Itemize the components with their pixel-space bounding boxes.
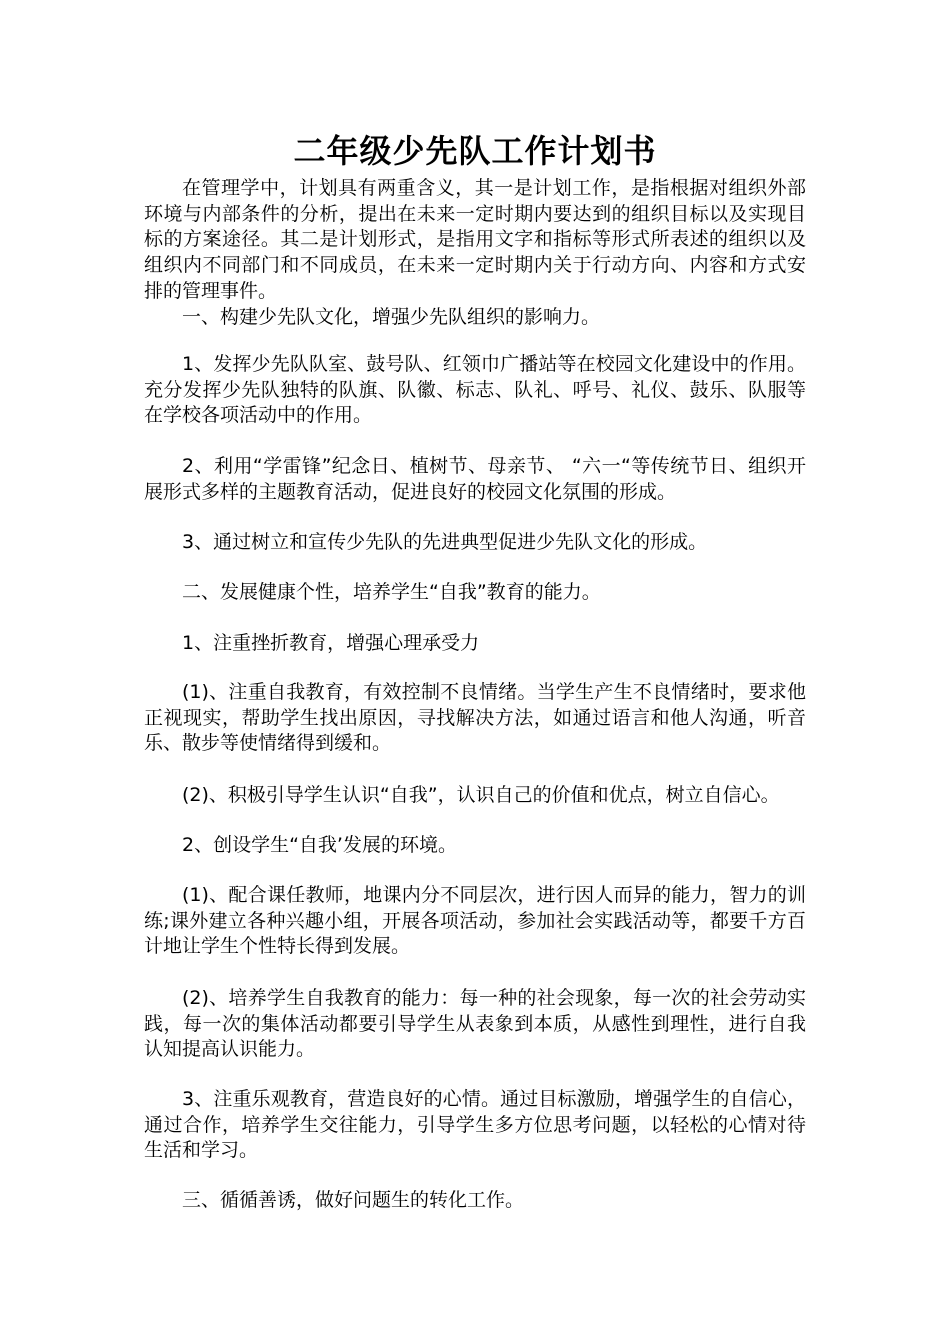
paragraph-1-2: 2、利用“学雷锋”纪念日、植树节、母亲节、 “六一“等传统节日、组织开展形式多样的主题教育活动，促进良好的校园文化氛围的形成。 xyxy=(144,455,806,503)
paragraph-2-2-2: (2)、培养学生自我教育的能力：每一种的社会现象，每一次的社会劳动实践，每一次的集体活动都要引导学生从表象到本质，从感性到理性，进行自我认知提高认识能力。 xyxy=(144,987,806,1061)
paragraph-2-1: 1、注重挫折教育，增强心理承受力 xyxy=(182,632,480,654)
section-heading-1: 一、构建少先队文化，增强少先队组织的影响力。 xyxy=(182,306,601,328)
section-heading-2: 二、发展健康个性，培养学生“自我”教育的能力。 xyxy=(182,581,601,603)
paragraph-2-2-1: (1)、配合课任教师，地课内分不同层次，进行因人而异的能力，智力的训练;课外建立各种兴趣小组，开展各项活动，参加社会实践活动等，都要千方百计地让学生个性特长得到发展。 xyxy=(144,884,806,958)
document-title: 二年级少先队工作计划书 xyxy=(293,132,657,170)
paragraph-1-3: 3、通过树立和宣传少先队的先进典型促进少先队文化的形成。 xyxy=(182,531,708,553)
paragraph-2-1-1: (1)、注重自我教育，有效控制不良情绪。当学生产生不良情绪时，要求他正视现实，帮助学生找出原因，寻找解决方法，如通过语言和他人沟通，听音乐、散步等使情绪得到缓和。 xyxy=(144,681,806,755)
paragraph-2-1-2: (2)、积极引导学生认识“自我”，认识自己的价值和优点，树立自信心。 xyxy=(182,784,780,806)
paragraph-2-3: 3、注重乐观教育，营造良好的心情。通过目标激励，增强学生的自信心，通过合作，培养学生交往能力，引导学生多方位思考问题，以轻松的心情对待生活和学习。 xyxy=(144,1088,806,1162)
intro-paragraph: 在管理学中，计划具有两重含义，其一是计划工作，是指根据对组织外部环境与内部条件的分析，提出在未来一定时期内要达到的组织目标以及实现目标的方案途径。其二是计划形式，是指用文字和指标等形式所表述的组织以及组织内不同部门和不同成员，在未来一定时期内关于行动方向、内容和方式安排的管理事件。 xyxy=(144,177,806,302)
paragraph-2-2: 2、创设学生“自我’发展的环境。 xyxy=(182,834,457,856)
section-heading-3: 三、循循善诱，做好问题生的转化工作。 xyxy=(182,1189,525,1211)
paragraph-1-1: 1、发挥少先队队室、鼓号队、红领巾广播站等在校园文化建设中的作用。充分发挥少先队独特的队旗、队徽、标志、队礼、呼号、礼仪、鼓乐、队服等在学校各项活动中的作用。 xyxy=(144,353,806,427)
